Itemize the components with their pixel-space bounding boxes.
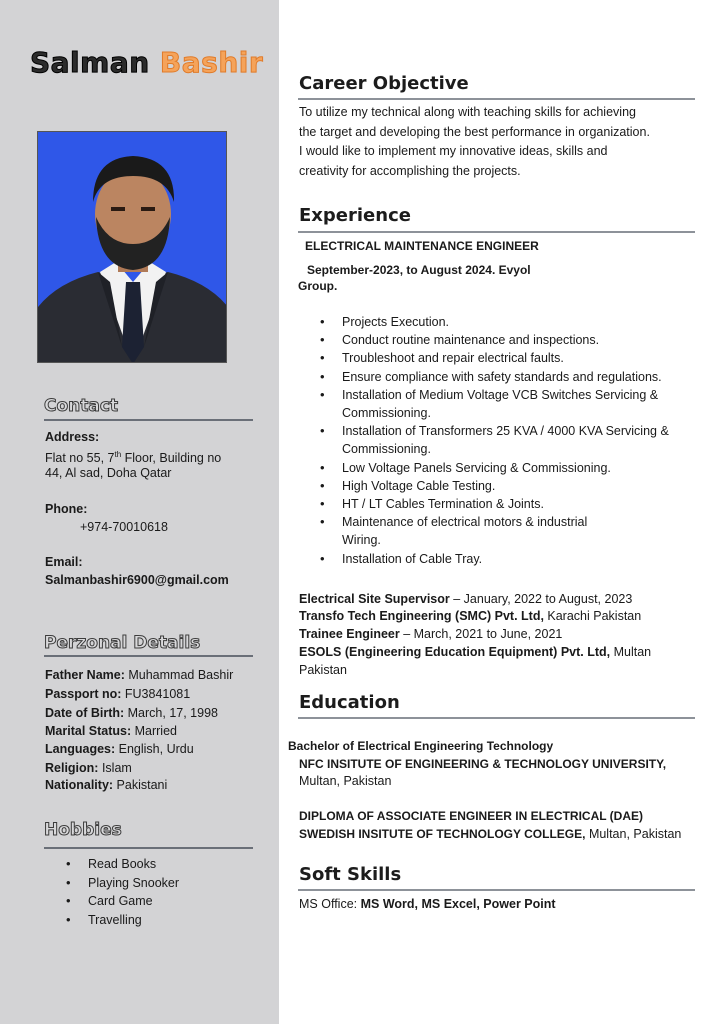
hobbies-heading: Hobbies — [44, 820, 122, 840]
portrait-image — [38, 132, 227, 363]
previous-employer-2-country: Pakistan — [299, 663, 347, 677]
address-label: Address: — [45, 430, 100, 444]
list-item: • Travelling — [66, 911, 179, 930]
job-company: Group. — [298, 279, 338, 293]
email-label: Email: — [45, 555, 83, 569]
phone-number: +974-70010618 — [80, 520, 168, 534]
education-divider — [298, 717, 695, 719]
list-item: • Read Books — [66, 855, 179, 874]
university-city: Multan, Pakistan — [299, 774, 392, 788]
degree-title: Bachelor of Electrical Engineering Technology — [288, 739, 554, 753]
experience-divider — [298, 231, 695, 233]
diploma-title: DIPLOMA OF ASSOCIATE ENGINEER IN ELECTRICAL (DAE) — [299, 809, 644, 823]
main-content — [279, 0, 724, 1024]
job-title: ELECTRICAL MAINTENANCE ENGINEER — [305, 239, 539, 253]
soft-skills-text: MS Office: MS Word, MS Excel, Power Point — [299, 897, 556, 911]
phone-label: Phone: — [45, 502, 88, 516]
previous-employer-1: Transfo Tech Engineering (SMC) Pvt. Ltd, Karachi Pakistan — [299, 609, 642, 623]
list-item: • HT / LT Cables Termination & Joints. — [320, 495, 700, 513]
list-item: • Installation of Medium Voltage VCB Switches Servicing & Commissioning. — [320, 386, 700, 422]
list-item: • Projects Execution. — [320, 313, 700, 331]
list-item: • Ensure compliance with safety standards and regulations. — [320, 368, 700, 386]
sidebar — [0, 0, 279, 1024]
first-name: Salman — [30, 46, 150, 79]
personal-dob: Date of Birth: March, 17, 1998 — [45, 706, 218, 720]
list-item: • Conduct routine maintenance and inspections. — [320, 331, 700, 349]
list-item: • Maintenance of electrical motors & industrial Wiring. — [320, 513, 700, 549]
previous-employer-2: ESOLS (Engineering Education Equipment) Pvt. Ltd, Multan — [299, 645, 652, 659]
job-duties-list — [320, 313, 700, 568]
college-name: SWEDISH INSITUTE OF TECHNOLOGY COLLEGE, Multan, Pakistan — [299, 827, 682, 841]
list-item: • Playing Snooker — [66, 874, 179, 893]
list-item: • Low Voltage Panels Servicing & Commissioning. — [320, 459, 700, 477]
hobbies-list — [66, 855, 179, 929]
list-item: • Installation of Cable Tray. — [320, 550, 700, 568]
job-period: September-2023, to August 2024. Evyol — [307, 263, 531, 277]
email-address: Salmanbashir6900@gmail.com — [45, 573, 229, 587]
career-objective-heading: Career Objective — [299, 73, 469, 94]
list-item: • Troubleshoot and repair electrical faults. — [320, 349, 700, 367]
previous-role-2: Trainee Engineer – March, 2021 to June, 2021 — [299, 627, 563, 641]
address-line-1: Flat no 55, 7th Floor, Building no — [45, 450, 222, 466]
profile-photo — [37, 131, 227, 363]
last-name: Bashir — [159, 46, 264, 79]
list-item: • Card Game — [66, 892, 179, 911]
contact-divider — [44, 419, 253, 421]
contact-heading: Contact — [44, 396, 119, 416]
experience-heading: Experience — [299, 205, 411, 226]
personal-details-divider — [44, 655, 253, 657]
list-item: • Installation of Transformers 25 KVA / 4000 KVA Servicing & Commissioning. — [320, 422, 700, 458]
career-objective-text: To utilize my technical along with teaching skills for achieving the target and developing the best performance in organization. I would like to implement my innovative ideas, skills and creativity for accomplishing the projects. — [299, 105, 650, 178]
personal-details-heading: Perzonal Details — [44, 633, 201, 653]
soft-skills-divider — [298, 889, 695, 891]
address-line-2: 44, Al sad, Doha Qatar — [45, 466, 172, 480]
list-item: • High Voltage Cable Testing. — [320, 477, 700, 495]
hobbies-divider — [44, 847, 253, 849]
soft-skills-heading: Soft Skills — [299, 864, 402, 885]
personal-passport: Passport no: FU3841081 — [45, 687, 191, 701]
university-name: NFC INSITUTE OF ENGINEERING & TECHNOLOGY UNIVERSITY, — [299, 757, 667, 771]
previous-role-1: Electrical Site Supervisor – January, 2022 to August, 2023 — [299, 592, 633, 606]
personal-nationality: Nationality: Pakistani — [45, 778, 168, 792]
personal-father-name: Father Name: Muhammad Bashir — [45, 668, 234, 682]
education-heading: Education — [299, 692, 400, 713]
personal-marital-status: Marital Status: Married — [45, 724, 177, 738]
personal-religion: Religion: Islam — [45, 761, 132, 775]
personal-languages: Languages: English, Urdu — [45, 742, 194, 756]
candidate-name — [30, 46, 263, 79]
career-objective-divider — [298, 98, 695, 100]
